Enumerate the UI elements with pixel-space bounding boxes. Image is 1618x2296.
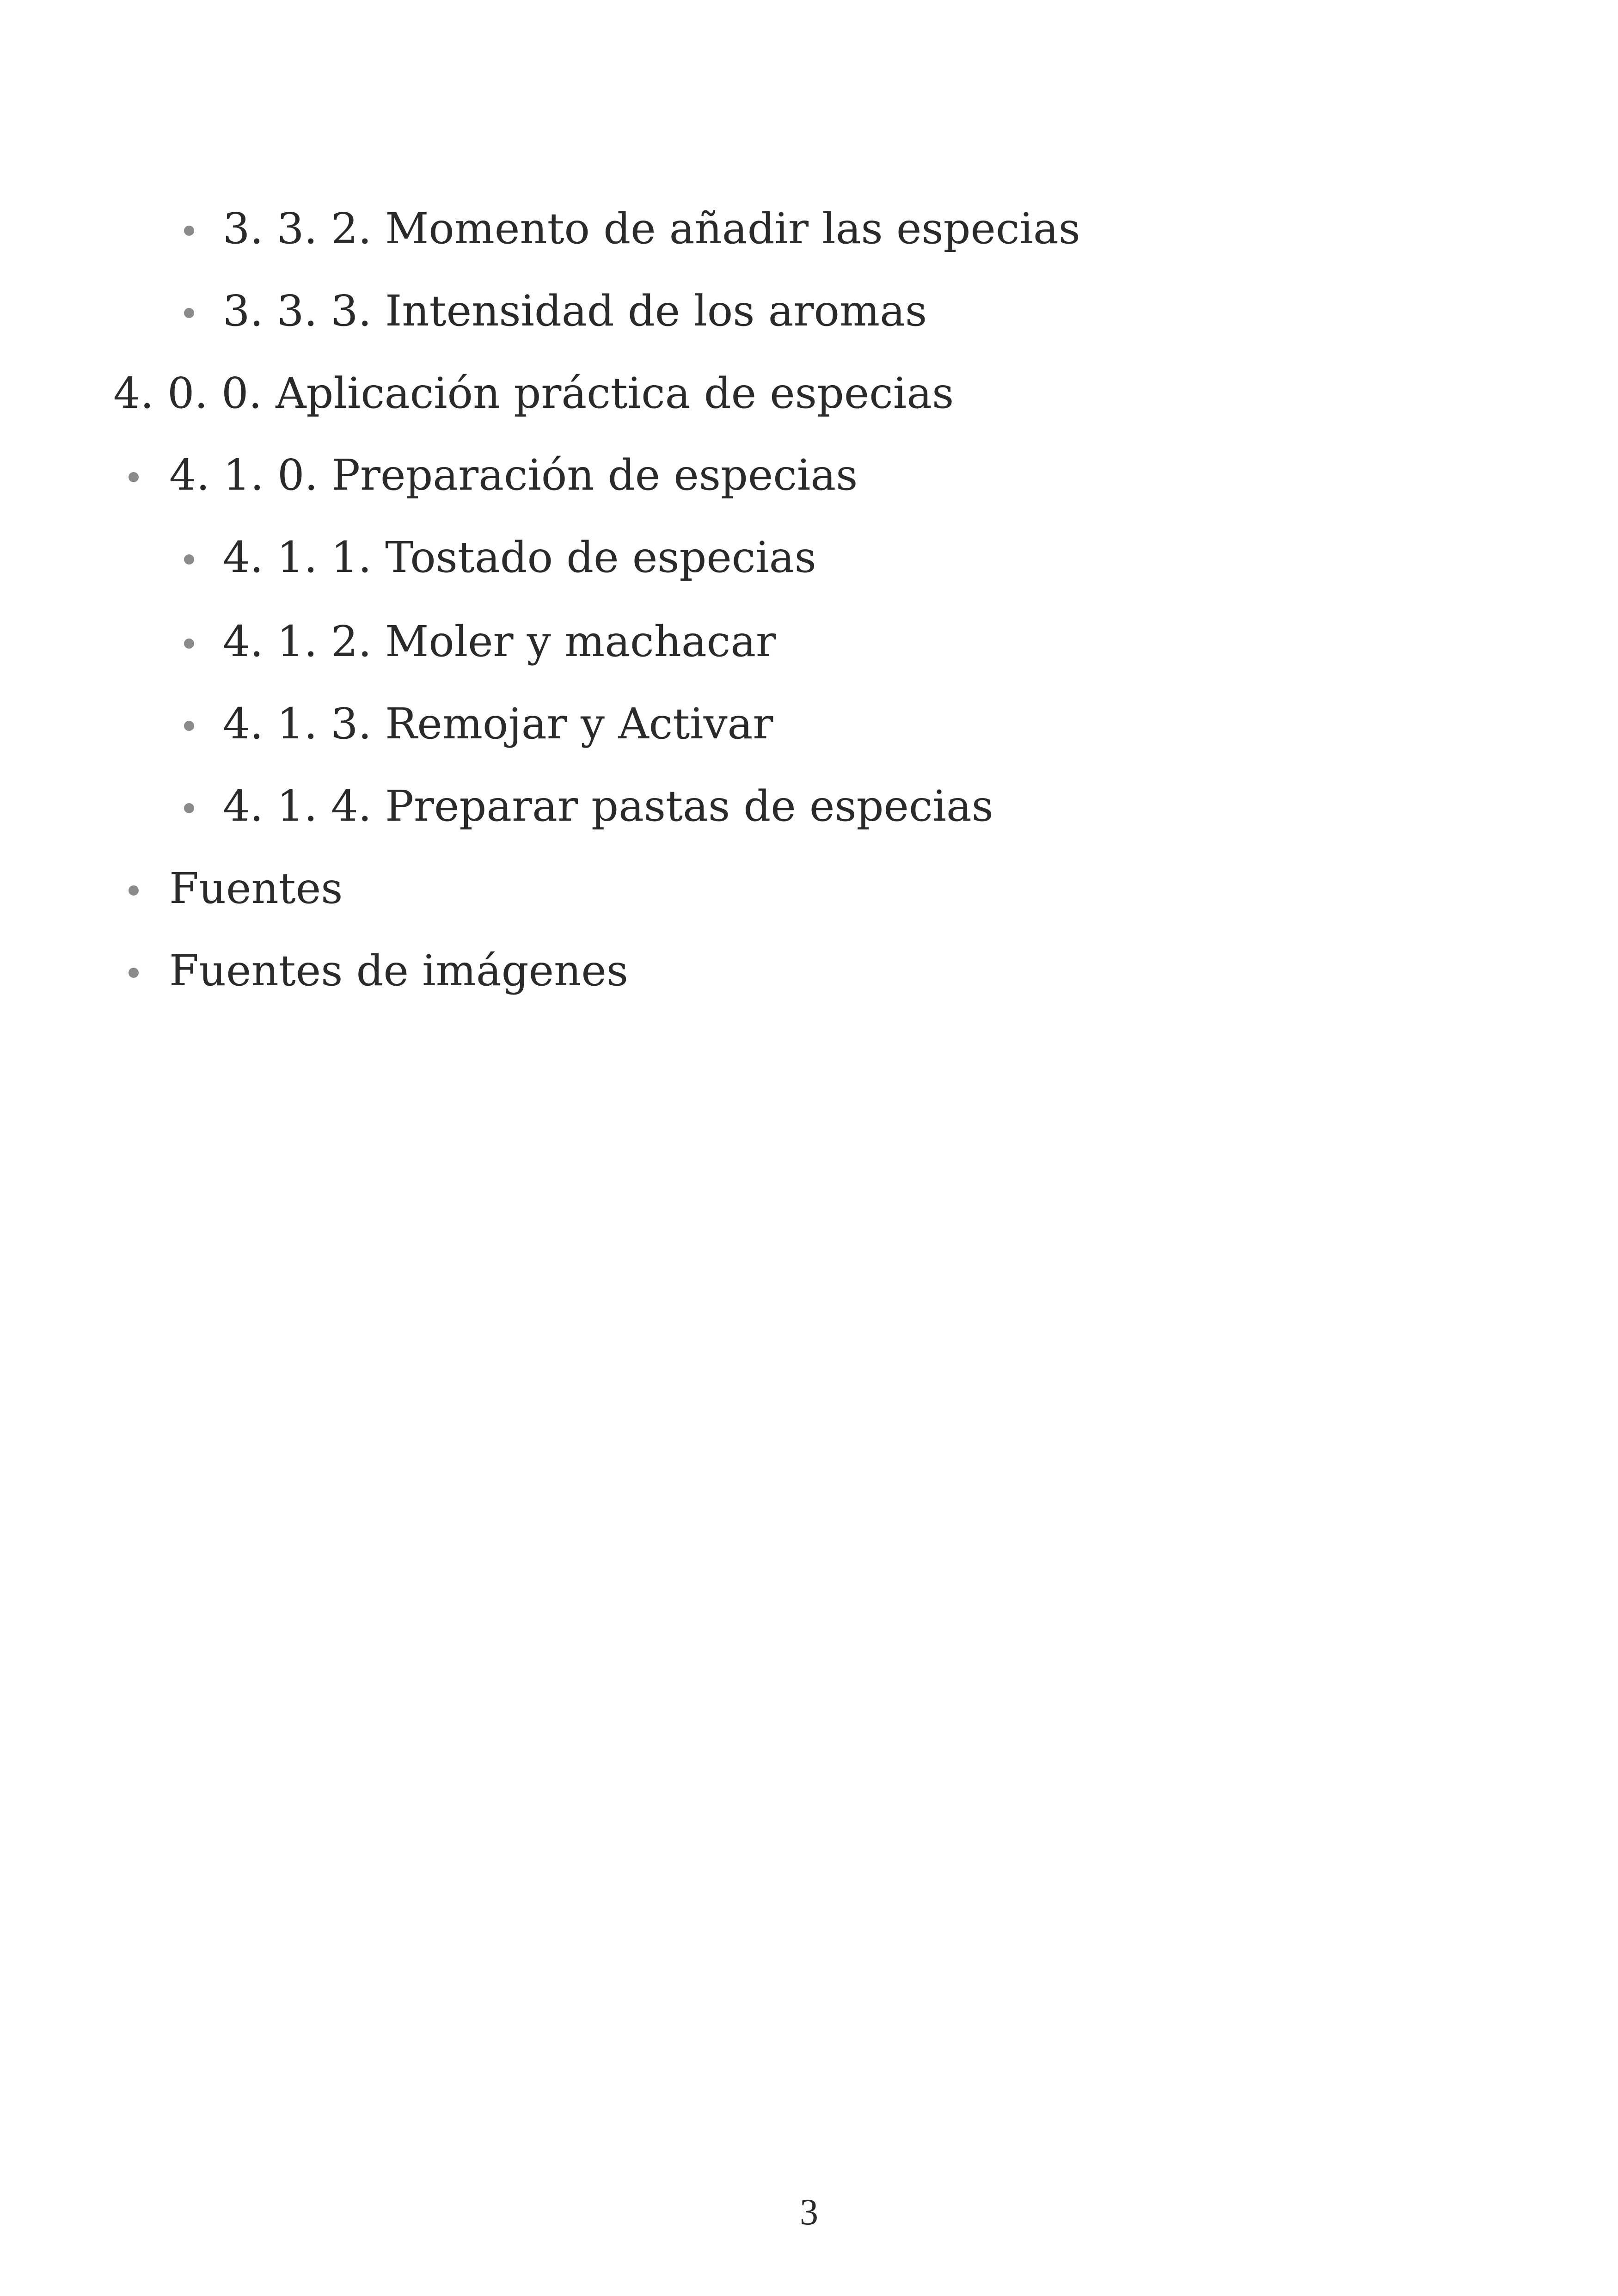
toc-entry-4-0-0[interactable]: 4. 0. 0. Aplicación práctica de especias [113,368,954,418]
toc-entry-4-1-3[interactable]: 4. 1. 3. Remojar y Activar [223,699,773,749]
toc-entry-4-1-0[interactable]: 4. 1. 0. Preparación de especias [169,450,858,500]
bullet-icon [184,308,194,318]
toc-entry-fuentes-imagenes[interactable]: Fuentes de imágenes [169,946,628,995]
toc-entry-3-3-3[interactable]: 3. 3. 3. Intensidad de los aromas [223,286,927,336]
toc-entry-4-1-4[interactable]: 4. 1. 4. Preparar pastas de especias [223,781,994,831]
toc-entry-fuentes[interactable]: Fuentes [169,864,343,913]
bullet-icon [129,472,139,482]
bullet-icon [129,885,139,896]
toc-entry-4-1-2[interactable]: 4. 1. 2. Moler y machacar [223,617,777,666]
bullet-icon [184,554,194,565]
bullet-icon [184,226,194,236]
toc-entry-3-3-2[interactable]: 3. 3. 2. Momento de añadir las especias [223,204,1081,253]
bullet-icon [184,803,194,813]
toc-entry-4-1-1[interactable]: 4. 1. 1. Tostado de especias [223,533,816,582]
bullet-icon [184,721,194,731]
bullet-icon [129,968,139,978]
page-number: 3 [800,2192,818,2233]
bullet-icon [184,638,194,649]
